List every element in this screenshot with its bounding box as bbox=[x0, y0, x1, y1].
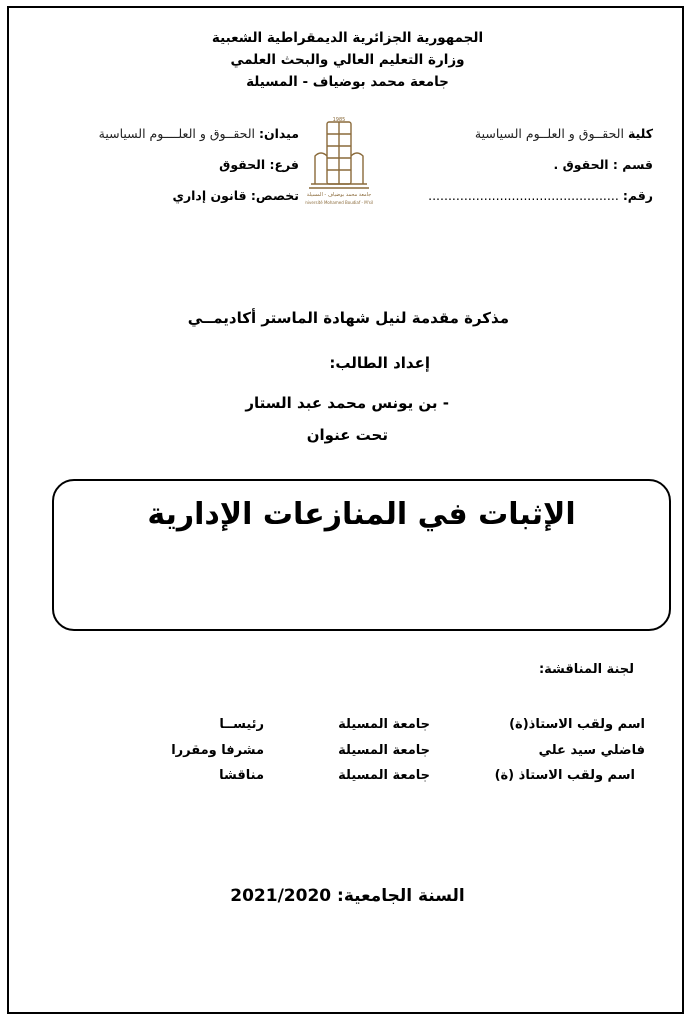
student-name: - بن يونس محمد عبد الستار bbox=[245, 394, 449, 412]
academic-year-label: السنة الجامعية: bbox=[337, 886, 465, 906]
jury-row-1-role: رئيســا bbox=[219, 717, 264, 732]
university-heading: جامعة محمد بوضياف - المسيلة bbox=[246, 74, 449, 90]
faculty-line bbox=[475, 126, 653, 141]
jury-row-2-name: فاضلي سيد علي bbox=[538, 743, 645, 758]
logo-year: 1985 bbox=[332, 117, 346, 123]
jury-row-1-name: اسم ولقب الاستاذ(ة) bbox=[509, 717, 645, 732]
republic-heading: الجمهورية الجزائرية الديمقراطية الشعبية bbox=[211, 30, 484, 46]
under-title-label: تحت عنوان bbox=[306, 426, 388, 444]
field-line bbox=[99, 126, 299, 141]
jury-row-1-university: جامعة المسيلة bbox=[338, 717, 430, 732]
specialty-line: تخصص: قانون إداري bbox=[172, 188, 299, 203]
faculty-value: الحقــوق و العلــوم السياسية bbox=[474, 126, 624, 141]
field-label: ميدان: bbox=[258, 126, 299, 141]
thesis-title: الإثبات في المنازعات الإدارية bbox=[147, 497, 576, 532]
university-logo bbox=[305, 116, 373, 208]
department-line: قسم : الحقوق . bbox=[553, 157, 653, 172]
faculty-label: كلية bbox=[627, 126, 653, 141]
jury-row-3-role: مناقشا bbox=[219, 768, 264, 783]
prepared-by-label: إعداد الطالب: bbox=[329, 354, 430, 372]
logo-name-fr: Université Mohamed Boudiaf - M'sila bbox=[305, 200, 373, 205]
ministry-heading: وزارة التعليم العالي والبحث العلمي bbox=[230, 52, 465, 68]
thesis-title-box bbox=[52, 479, 671, 631]
branch-line: فرع: الحقوق bbox=[219, 157, 299, 172]
jury-heading: لجنة المناقشة: bbox=[538, 662, 634, 677]
jury-row-3-university: جامعة المسيلة bbox=[338, 768, 430, 783]
number-label: رقم: bbox=[622, 188, 653, 203]
academic-year-value: 2021/2020 bbox=[230, 886, 332, 906]
field-value: الحقــوق و العلــــوم السياسية bbox=[98, 126, 255, 141]
logo-name-ar: جامعة محمد بوضياف - المسيلة bbox=[306, 192, 372, 198]
jury-row-2-university: جامعة المسيلة bbox=[338, 743, 430, 758]
jury-row-3-name: اسم ولقب الاستاذ (ة) bbox=[494, 768, 635, 783]
jury-row-2-role: مشرفا ومقررا bbox=[171, 743, 264, 758]
memo-subtitle: مذكرة مقدمة لنيل شهادة الماستر أكاديمــي bbox=[187, 309, 509, 327]
number-line bbox=[428, 188, 653, 203]
number-dots: ................................................ bbox=[428, 188, 619, 203]
academic-year-line bbox=[0, 886, 695, 906]
